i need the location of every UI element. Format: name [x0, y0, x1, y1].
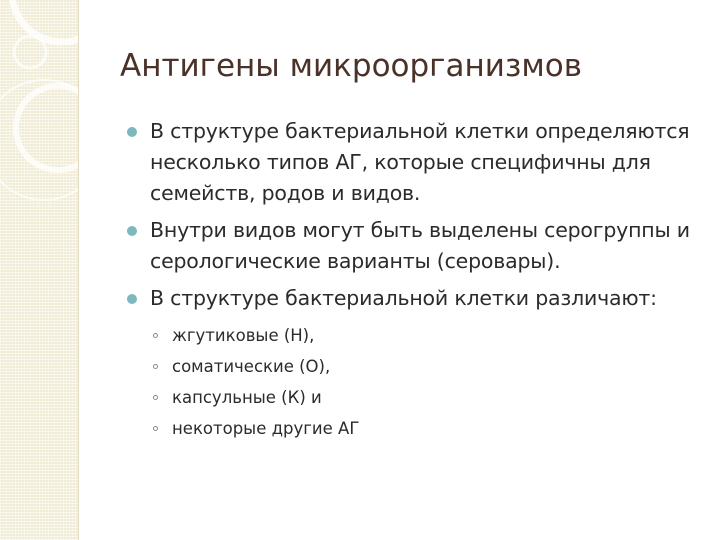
bullet-dot-icon [127, 127, 137, 137]
ring-bullet-icon [153, 395, 158, 400]
sub-bullet-item [172, 382, 710, 413]
slide-content [150, 116, 710, 444]
ring-bullet-icon [153, 364, 158, 369]
sub-bullet-text: соматические (О), [172, 357, 331, 376]
sub-bullet-text: капсульные (К) и [172, 388, 322, 407]
sub-bullet-list [150, 320, 710, 444]
bullet-text: В структуре бактериальной клетки различают: [150, 286, 657, 310]
ring-bullet-icon [153, 333, 158, 338]
bullet-text: Внутри видов могут быть выделены серогруппы и серологические варианты (серовары). [150, 218, 690, 273]
bullet-item [150, 116, 710, 209]
bullet-text: В структуре бактериальной клетки определяются несколько типов АГ, которые специфичны для семейств, родов и видов. [150, 119, 690, 205]
sub-bullet-item [172, 351, 710, 382]
side-decoration-band [0, 0, 78, 540]
bullet-item [150, 215, 710, 277]
sub-bullet-text: жгутиковые (Н), [172, 326, 315, 345]
bullet-item [150, 283, 710, 314]
sub-bullet-text: некоторые другие АГ [172, 419, 360, 438]
bullet-dot-icon [127, 294, 137, 304]
sub-bullet-item [172, 320, 710, 351]
bullet-dot-icon [127, 226, 137, 236]
slide-title: Антигены микроорганизмов [120, 48, 582, 84]
sub-bullet-item [172, 413, 710, 444]
band-divider [78, 0, 79, 540]
decorative-circles-icon [0, 0, 78, 540]
ring-bullet-icon [153, 426, 158, 431]
